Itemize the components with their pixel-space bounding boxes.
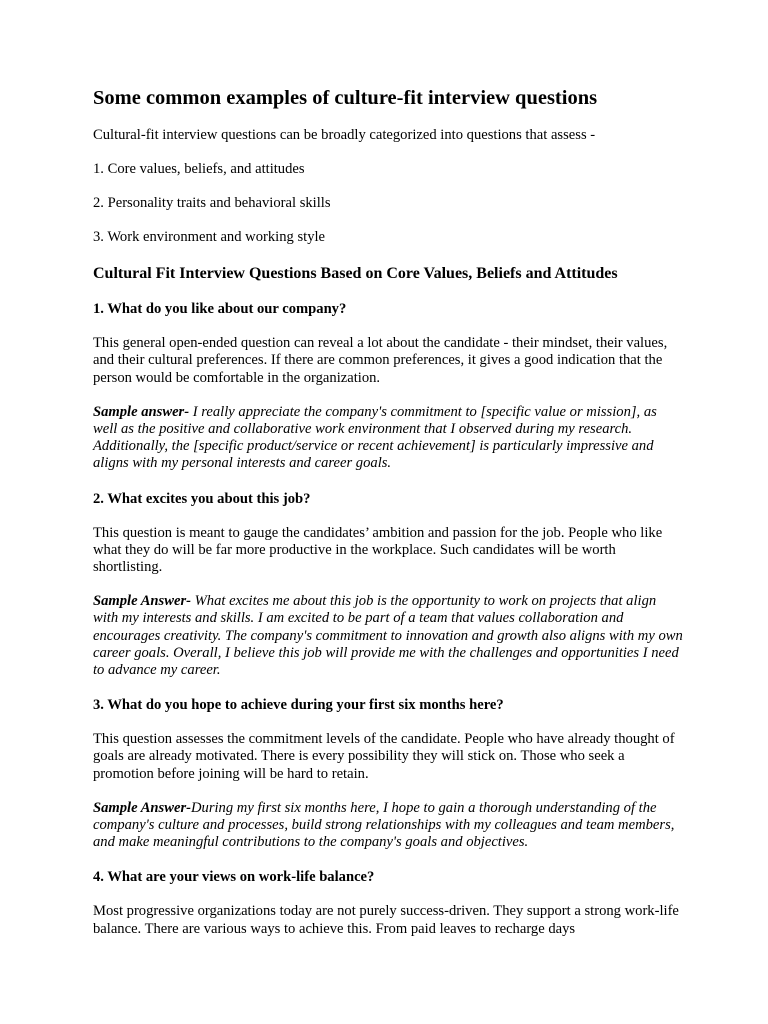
question-body: Most progressive organizations today are not purely success-driven. They support a strong work-life balance. There are various ways to achieve this. From paid leaves to recharge days	[93, 903, 679, 937]
sample-answer	[93, 593, 683, 679]
category-item: 2. Personality traits and behavioral skills	[93, 195, 331, 212]
question-heading: 4. What are your views on work-life balance?	[93, 869, 375, 886]
sample-answer-label: Sample Answer-	[93, 799, 191, 816]
sample-answer-label: Sample answer-	[93, 403, 190, 420]
question-heading: 2. What excites you about this job?	[93, 490, 311, 507]
category-item: 1. Core values, beliefs, and attitudes	[93, 161, 305, 178]
question-body: This general open-ended question can reveal a lot about the candidate - their mindset, their values, and their cultural preferences. If there are common preferences, it gives a good indication that the person would be comfortable in the organization.	[93, 335, 668, 386]
sample-answer-text: What excites me about this job is the opportunity to work on projects that align with my interests and skills. I am excited to be part of a team that values collaboration and encourages creativity. The company's commitment to innovation and growth also aligns with my own career goals. Overall, I believe this job will provide me with the challenges and opportunities I need to advance my career.	[93, 593, 683, 679]
question-heading: 1. What do you like about our company?	[93, 301, 347, 318]
question-body: This question is meant to gauge the candidates’ ambition and passion for the job. People who like what they do will be far more productive in the workplace. Such candidates will be worth shortlisting.	[93, 524, 663, 576]
sample-answer	[93, 404, 683, 473]
section-heading: Cultural Fit Interview Questions Based on Core Values, Beliefs and Attitudes	[93, 265, 618, 283]
page-title: Some common examples of culture-fit interview questions	[93, 87, 598, 109]
intro-paragraph: Cultural-fit interview questions can be broadly categorized into questions that assess -	[93, 127, 596, 143]
sample-answer-text: I really appreciate the company's commitment to [specific value or mission], as well as the positive and collaborative work environment that I observed during my research. Additionally, the [specific product/service or recent achievement] is particularly impressive and aligns with my personal interests and career goals.	[93, 403, 657, 472]
question-body: This question assesses the commitment levels of the candidate. People who have already thought of goals are already motivated. There is every possibility they will stick on. Those who seek a promotion before joining will be hard to retain.	[93, 731, 675, 782]
category-item: 3. Work environment and working style	[93, 229, 326, 246]
document-page	[93, 84, 683, 955]
sample-answer	[93, 800, 683, 852]
sample-answer-text: During my first six months here, I hope to gain a thorough understanding of the company's culture and processes, build strong relationships with my colleagues and team members, and make meaningful contributions to the company's goals and objectives.	[93, 799, 675, 851]
sample-answer-label: Sample Answer-	[93, 593, 191, 610]
question-heading: 3. What do you hope to achieve during your first six months here?	[93, 697, 504, 714]
